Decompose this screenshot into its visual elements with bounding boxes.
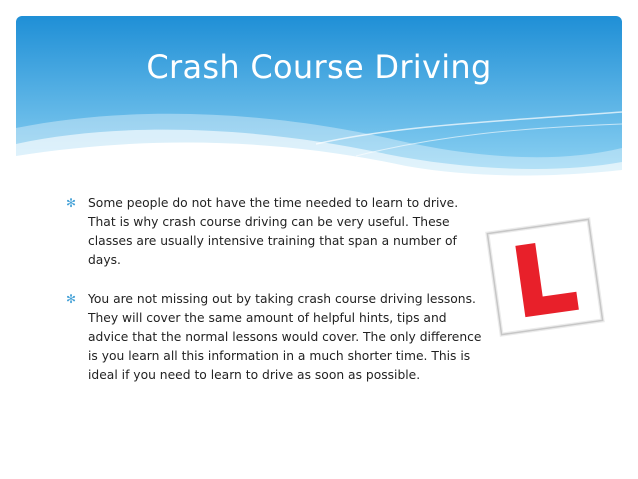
asterisk-icon: ✻ [66,292,77,306]
bullet-text: Some people do not have the time needed to learn to drive. That is why crash course driving can be very useful. These classes are usually intensive training that span a number of days. [88,196,459,267]
bullet-text: You are not missing out by taking crash course driving lessons. They will cover the same amount of helpful hints, tips and advice that the normal lessons would cover. The only difference is you learn all this information in a much shorter time. This is ideal if you need to learn to drive as soon as possible. [88,292,482,382]
asterisk-icon: ✻ [66,196,77,210]
header-banner [16,16,622,176]
header-wave-background [16,16,622,176]
list-item [66,194,486,270]
list-item [66,290,486,385]
learner-l-plate-icon [480,212,610,342]
slide-title: Crash Course Driving [146,48,492,86]
bullet-list [66,194,486,405]
